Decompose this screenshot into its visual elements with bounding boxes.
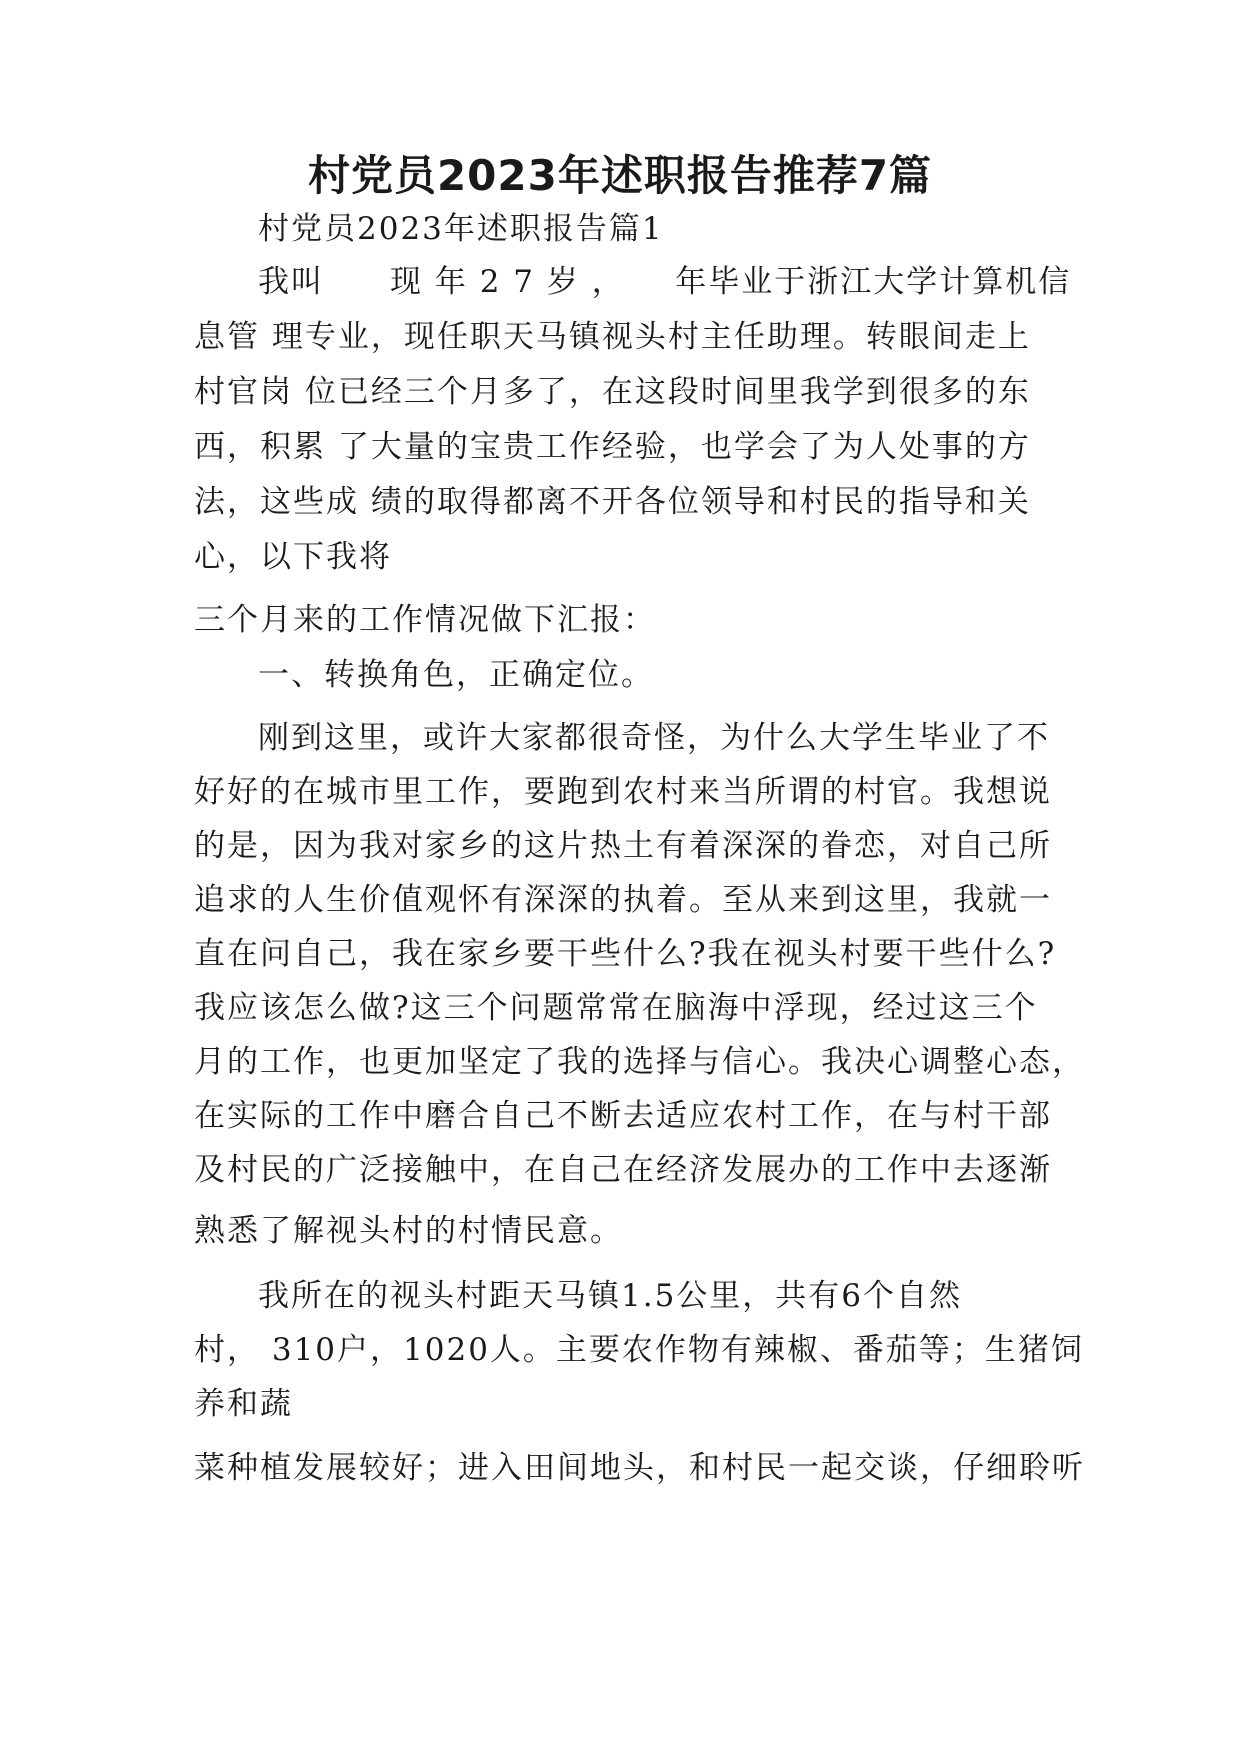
paragraph-line: 月的工作，也更加坚定了我的选择与信心。我决心调整心态， [194, 1044, 1085, 1080]
paragraph-line: 村， 310户，1020人。主要农作物有辣椒、番茄等；生猪饲 [194, 1332, 1084, 1368]
paragraph-line: 村官岗 位已经三个月多了，在这段时间里我学到很多的东 [194, 374, 1031, 410]
paragraph-line: 的是，因为我对家乡的这片热土有着深深的眷恋，对自己所 [194, 828, 1052, 864]
paragraph-line: 养和蔬 [194, 1386, 293, 1422]
paragraph-line: 追求的人生价值观怀有深深的执着。至从来到这里，我就一 [194, 882, 1052, 918]
document-title: 村党员2023年述职报告推荐7篇 [307, 151, 933, 200]
paragraph-line: 法，这些成 绩的取得都离不开各位领导和村民的指导和关 [194, 484, 1031, 520]
paragraph-line: 好好的在城市里工作，要跑到农村来当所谓的村官。我想说 [194, 774, 1052, 810]
paragraph-line: 我叫 现 年 2 7 岁 ， 年毕业于浙江大学计算机信 [258, 264, 1072, 300]
paragraph-line: 在实际的工作中磨合自己不断去适应农村工作，在与村干部 [194, 1098, 1052, 1134]
paragraph-line: 刚到这里，或许大家都很奇怪，为什么大学生毕业了不 [258, 720, 1050, 756]
subheading: 一、转换角色，正确定位。 [258, 657, 654, 693]
paragraph-line: 及村民的广泛接触中，在自己在经济发展办的工作中去逐渐 [194, 1152, 1052, 1188]
section-heading: 村党员2023年述职报告篇1 [258, 211, 664, 247]
paragraph-line: 息管 理专业，现任职天马镇视头村主任助理。转眼间走上 [194, 319, 1031, 355]
paragraph-line: 我所在的视头村距天马镇1.5公里，共有6个自然 [258, 1278, 963, 1314]
paragraph-line: 菜种植发展较好；进入田间地头，和村民一起交谈，仔细聆听 [194, 1450, 1085, 1486]
paragraph-line: 直在问自己，我在家乡要干些什么?我在视头村要干些什么? [194, 936, 1057, 972]
paragraph-line: 心，以下我将 [194, 539, 392, 575]
paragraph-line: 西，积累 了大量的宝贵工作经验，也学会了为人处事的方 [194, 429, 1031, 465]
paragraph-line: 熟悉了解视头村的村情民意。 [194, 1213, 623, 1249]
paragraph-line: 我应该怎么做?这三个问题常常在脑海中浮现，经过这三个 [194, 990, 1038, 1026]
paragraph-line: 三个月来的工作情况做下汇报： [194, 602, 656, 638]
